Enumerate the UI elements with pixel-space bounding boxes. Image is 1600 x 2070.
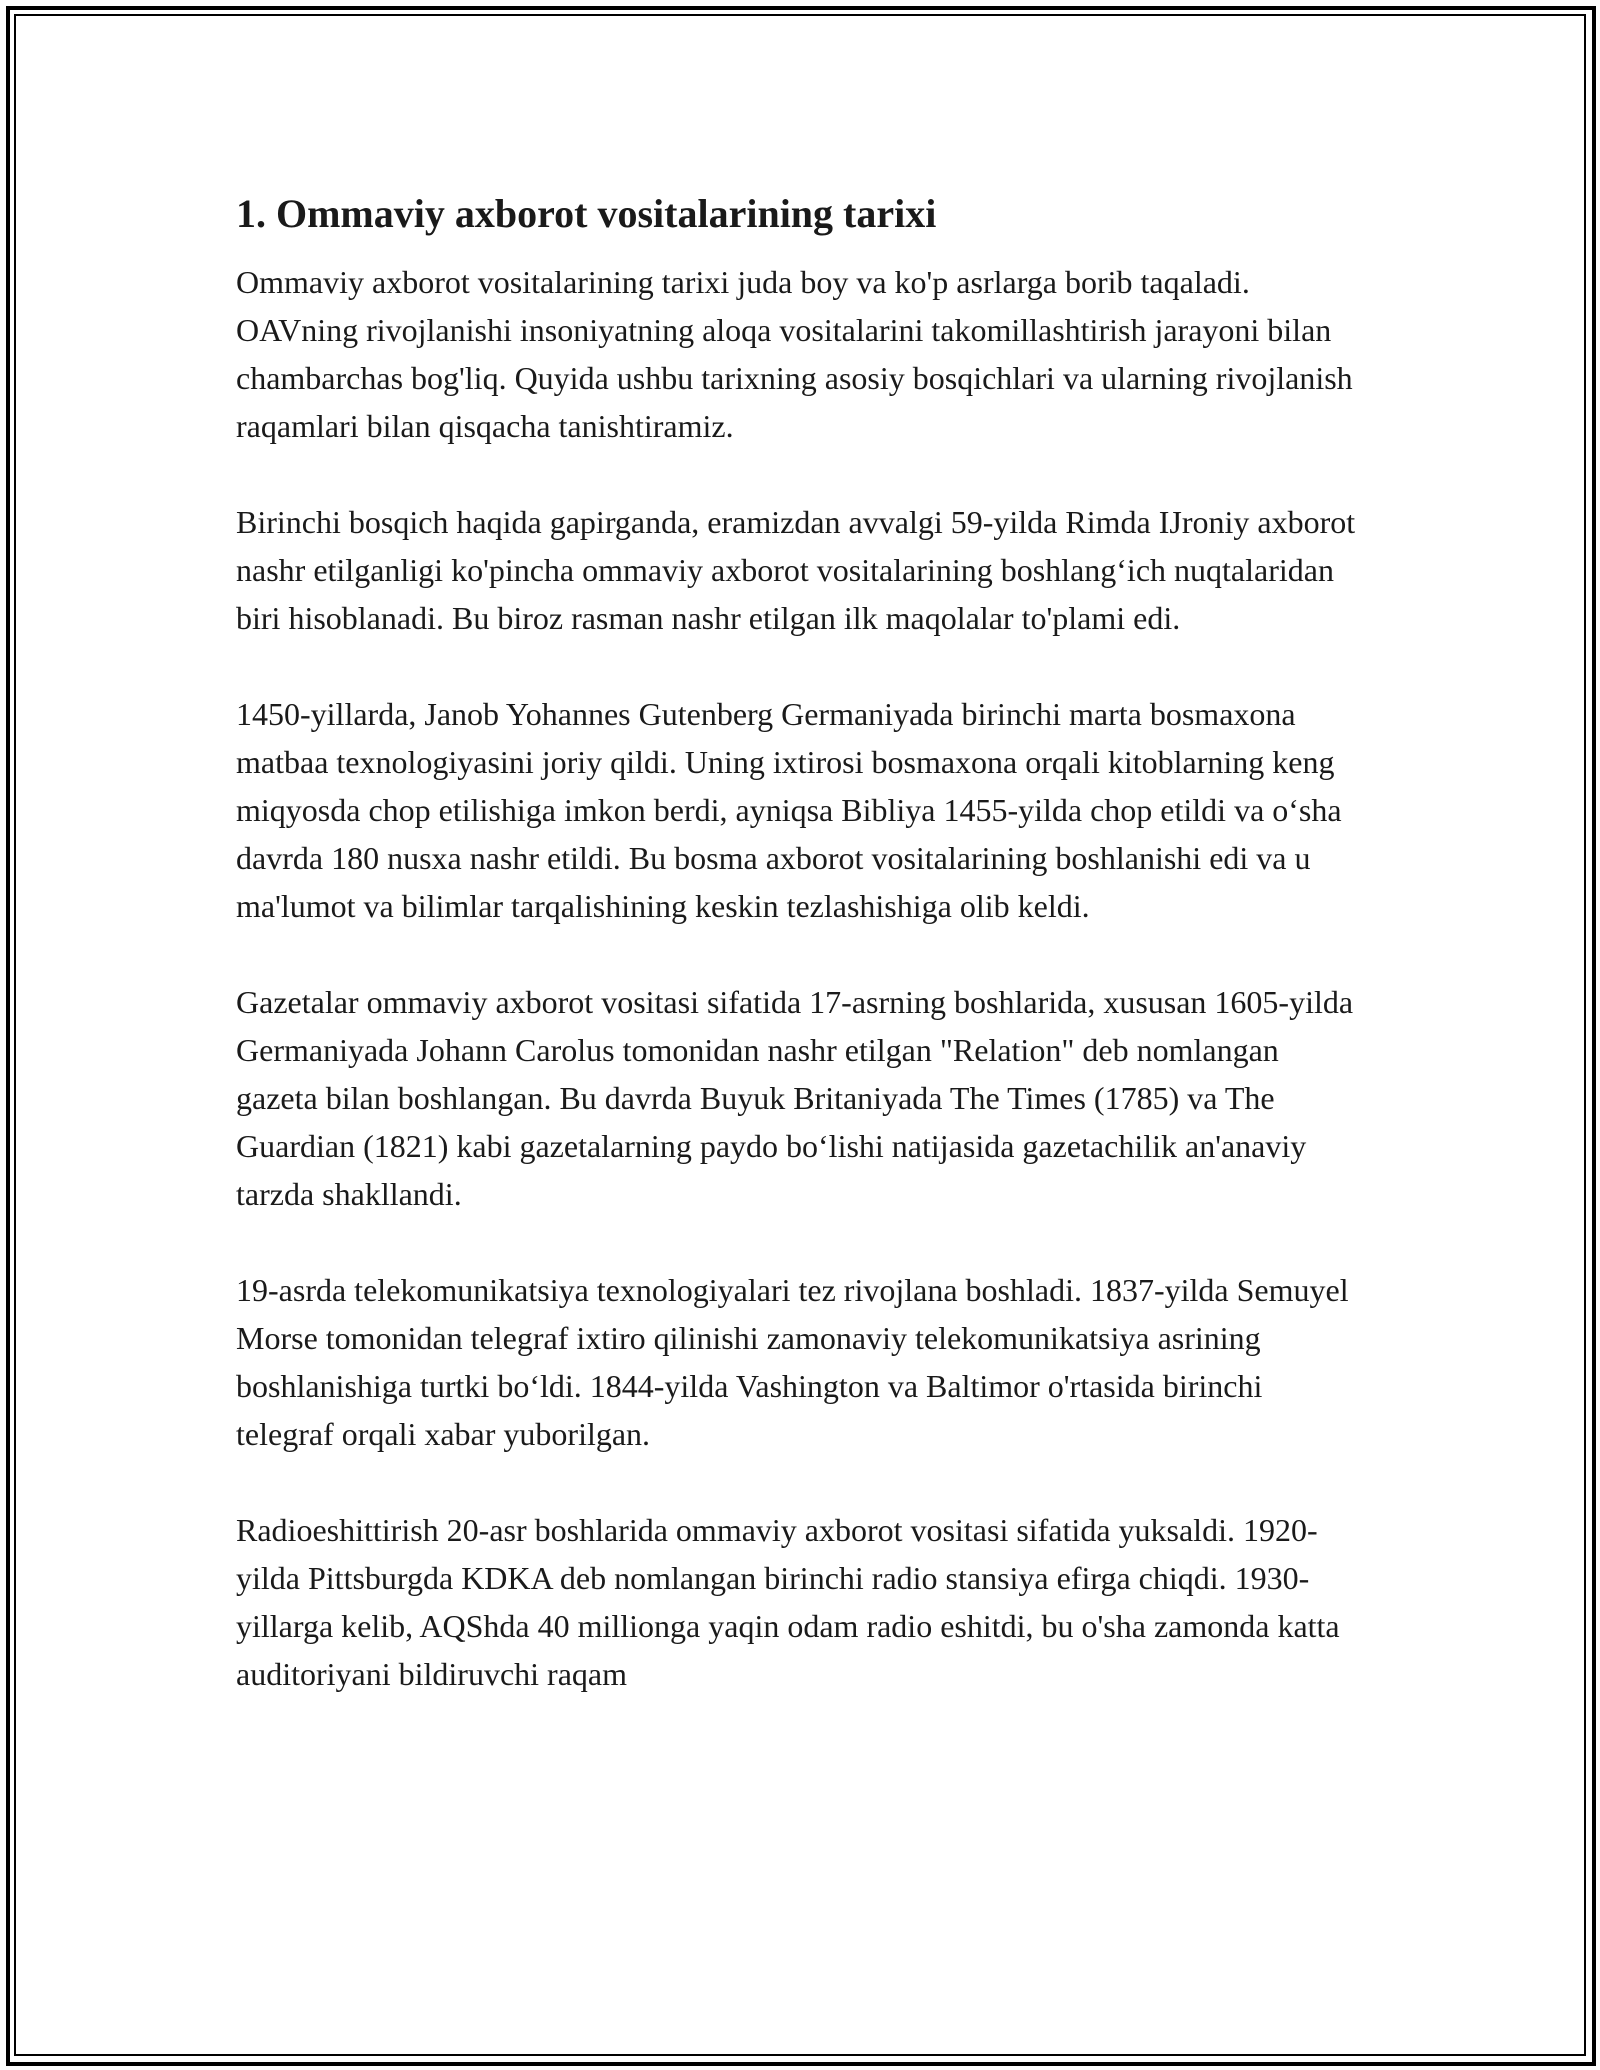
paragraph-telegraph: 19-asrda telekomunikatsiya texnologiyalari tez rivojlana boshladi. 1837-yilda Semuyel Morse tomonidan telegraf ixtiro qilinishi zamonaviy telekomunikatsiya asrining boshlanishiga turtki bo‘ldi. 1844-yilda Vashington va Baltimor o'rtasida birinchi telegraf orqali xabar yuborilgan. xyxy=(236,1272,1349,1452)
paragraph-first-stage: Birinchi bosqich haqida gapirganda, eramizdan avvalgi 59-yilda Rimda IJroniy axborot nashr etilganligi ko'pincha ommaviy axborot vositalarining boshlang‘ich nuqtalaridan biri hisoblanadi. Bu biroz rasman nashr etilgan ilk maqolalar to'plami edi. xyxy=(236,504,1356,636)
paragraph-intro: Ommaviy axborot vositalarining tarixi juda boy va ko'p asrlarga borib taqaladi. OAVning rivojlanishi insoniyatning aloqa vositalarini takomillashtirish jarayoni bilan chambarchas bog'liq. Quyida ushbu tarixning asosiy bosqichlari va ularning rivojlanish raqamlari bilan qisqacha tanishtiramiz. xyxy=(236,264,1353,444)
section-heading: 1. Ommaviy axborot vositalarining tarixi xyxy=(236,191,937,236)
paragraph-newspapers: Gazetalar ommaviy axborot vositasi sifatida 17-asrning boshlarida, xususan 1605-yilda Germaniyada Johann Carolus tomonidan nashr etilgan "Relation" deb nomlangan gazeta bilan boshlangan. Bu davrda Buyuk Britaniyada The Times (1785) va The Guardian (1821) kabi gazetalarning paydo bo‘lishi natijasida gazetachilik an'anaviy tarzda shakllandi. xyxy=(236,984,1354,1212)
document-body xyxy=(236,190,1366,1746)
paragraph-gutenberg: 1450-yillarda, Janob Yohannes Gutenberg Germaniyada birinchi marta bosmaxona matbaa texnologiyasini joriy qildi. Uning ixtirosi bosmaxona orqali kitoblarning keng miqyosda chop etilishiga imkon berdi, ayniqsa Bibliya 1455-yilda chop etildi va o‘sha davrda 180 nusxa nashr etildi. Bu bosma axborot vositalarining boshlanishi edi va u ma'lumot va bilimlar tarqalishining keskin tezlashishiga olib keldi. xyxy=(236,696,1342,924)
paragraph-radio: Radioeshittirish 20-asr boshlarida ommaviy axborot vositasi sifatida yuksaldi. 1920-yilda Pittsburgda KDKA deb nomlangan birinchi radio stansiya efirga chiqdi. 1930-yillarga kelib, AQShda 40 millionga yaqin odam radio eshitdi, bu o'sha zamonda katta auditoriyani bildiruvchi raqam xyxy=(236,1512,1340,1692)
